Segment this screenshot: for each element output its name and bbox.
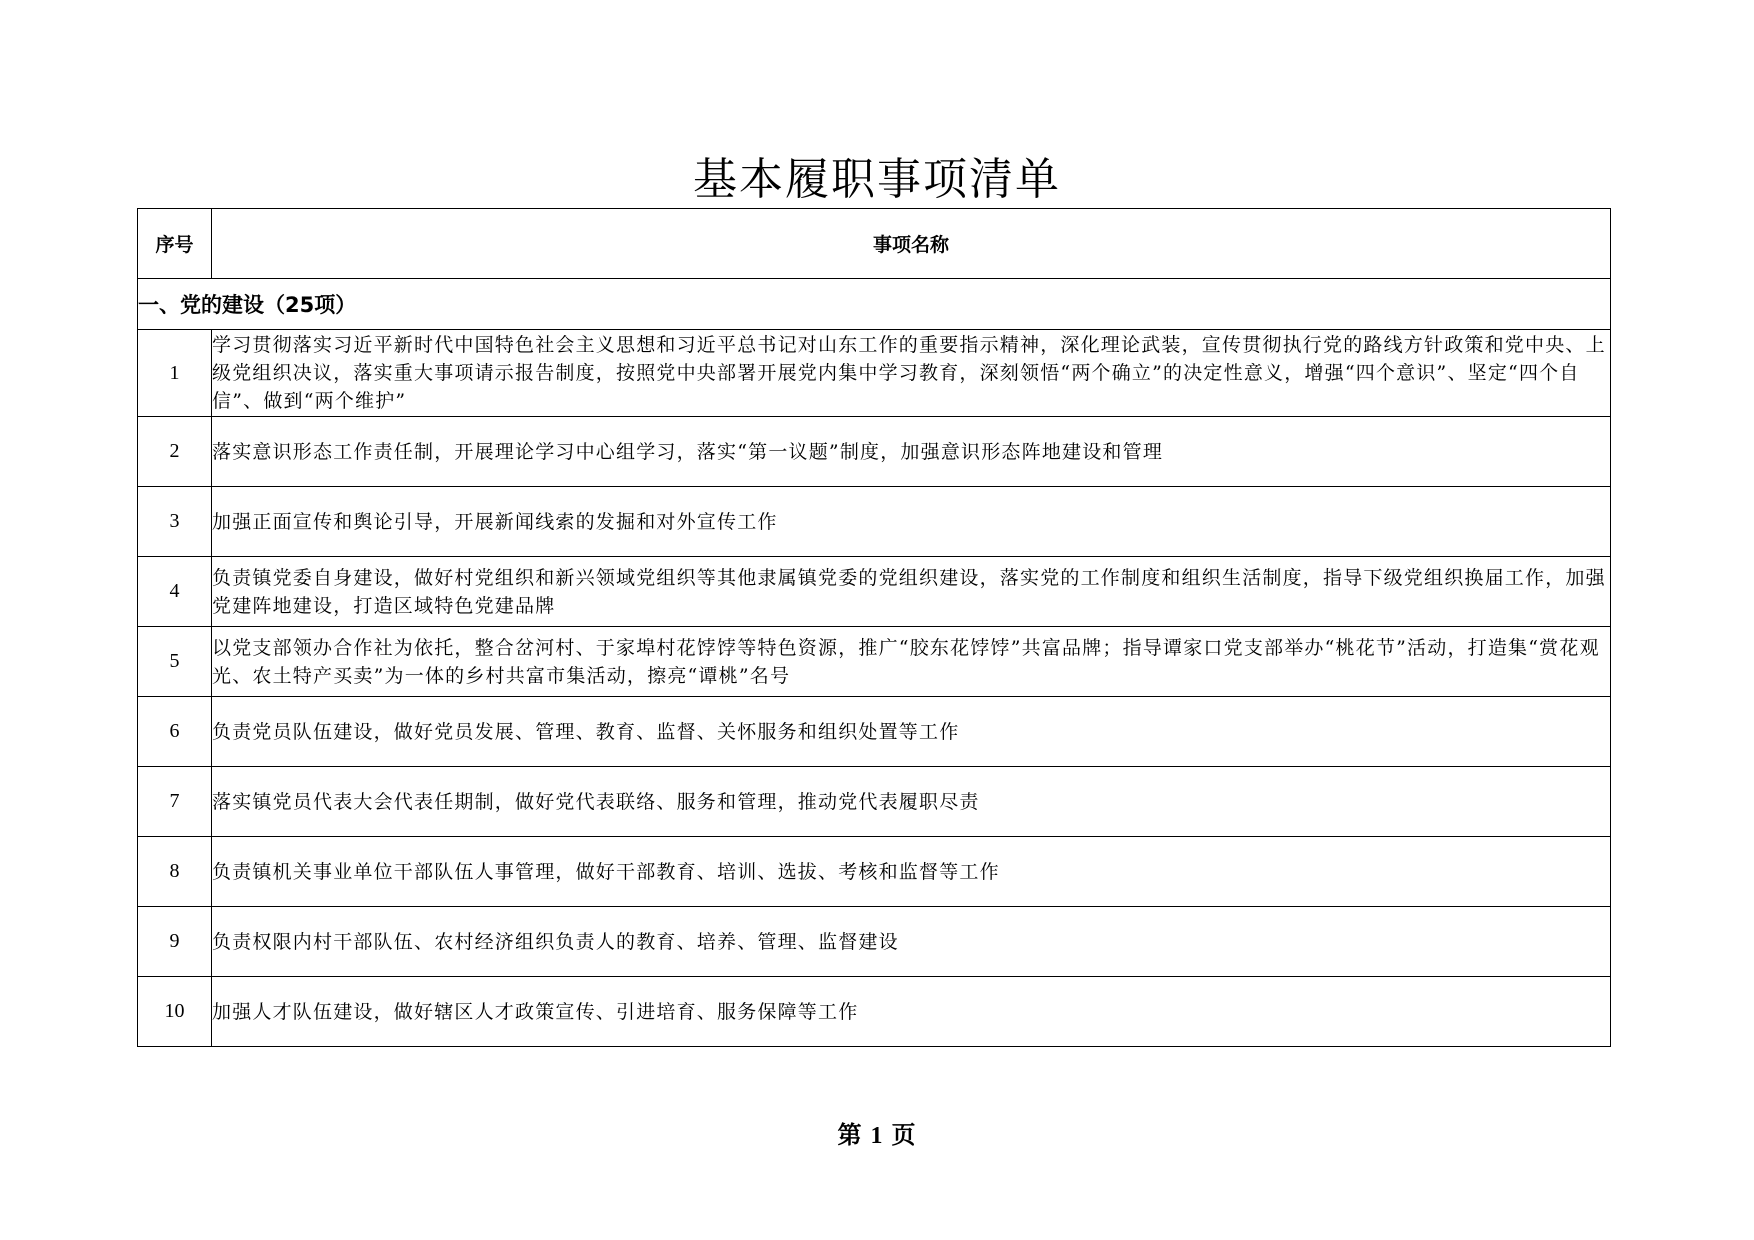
section-row (138, 279, 1611, 330)
table-row (138, 837, 1611, 907)
row-number: 6 (138, 697, 212, 767)
table-header-row (138, 209, 1611, 279)
page-footer (0, 1118, 1754, 1153)
row-item-text: 负责镇机关事业单位干部队伍人事管理，做好干部教育、培训、选拔、考核和监督等工作 (212, 837, 1611, 907)
row-number: 5 (138, 627, 212, 697)
header-number: 序号 (138, 209, 212, 279)
footer-suffix: 页 (891, 1121, 917, 1149)
table-row (138, 627, 1611, 697)
row-number: 4 (138, 557, 212, 627)
table-row (138, 907, 1611, 977)
row-item-text: 负责党员队伍建设，做好党员发展、管理、教育、监督、关怀服务和组织处置等工作 (212, 697, 1611, 767)
row-item-text: 落实镇党员代表大会代表任期制，做好党代表联络、服务和管理，推动党代表履职尽责 (212, 767, 1611, 837)
row-item-text: 加强人才队伍建设，做好辖区人才政策宣传、引进培育、服务保障等工作 (212, 977, 1611, 1047)
duty-items-table (137, 208, 1611, 1047)
row-number: 2 (138, 417, 212, 487)
row-number: 3 (138, 487, 212, 557)
table-row (138, 767, 1611, 837)
row-item-text: 加强正面宣传和舆论引导，开展新闻线索的发掘和对外宣传工作 (212, 487, 1611, 557)
row-number: 10 (138, 977, 212, 1047)
footer-prefix: 第 (837, 1121, 863, 1149)
table-row (138, 557, 1611, 627)
row-item-text: 落实意识形态工作责任制，开展理论学习中心组学习，落实“第一议题”制度，加强意识形态阵地建设和管理 (212, 417, 1611, 487)
table-row (138, 417, 1611, 487)
row-item-text: 负责权限内村干部队伍、农村经济组织负责人的教育、培养、管理、监督建设 (212, 907, 1611, 977)
table-row (138, 697, 1611, 767)
row-number: 8 (138, 837, 212, 907)
table-row (138, 977, 1611, 1047)
row-number: 7 (138, 767, 212, 837)
table-row (138, 330, 1611, 417)
row-number: 1 (138, 330, 212, 417)
row-item-text: 负责镇党委自身建设，做好村党组织和新兴领域党组织等其他隶属镇党委的党组织建设，落实党的工作制度和组织生活制度，指导下级党组织换届工作，加强党建阵地建设，打造区域特色党建品牌 (212, 557, 1611, 627)
page-number: 1 (870, 1123, 884, 1149)
document-title: 基本履职事项清单 (693, 154, 1061, 205)
row-number: 9 (138, 907, 212, 977)
section-title-party-building: 一、党的建设（25项） (138, 279, 1611, 330)
row-item-text: 学习贯彻落实习近平新时代中国特色社会主义思想和习近平总书记对山东工作的重要指示精神，深化理论武装，宣传贯彻执行党的路线方针政策和党中央、上级党组织决议，落实重大事项请示报告制度，按照党中央部署开展党内集中学习教育，深刻领悟“两个确立”的决定性意义，增强“四个意识”、坚定“四个自信”、做到“两个维护” (212, 330, 1611, 417)
header-item-name: 事项名称 (212, 209, 1611, 279)
table-row (138, 487, 1611, 557)
row-item-text: 以党支部领办合作社为依托，整合岔河村、于家埠村花饽饽等特色资源，推广“胶东花饽饽”共富品牌；指导谭家口党支部举办“桃花节”活动，打造集“赏花观光、农土特产买卖”为一体的乡村共富市集活动，擦亮“谭桃”名号 (212, 627, 1611, 697)
